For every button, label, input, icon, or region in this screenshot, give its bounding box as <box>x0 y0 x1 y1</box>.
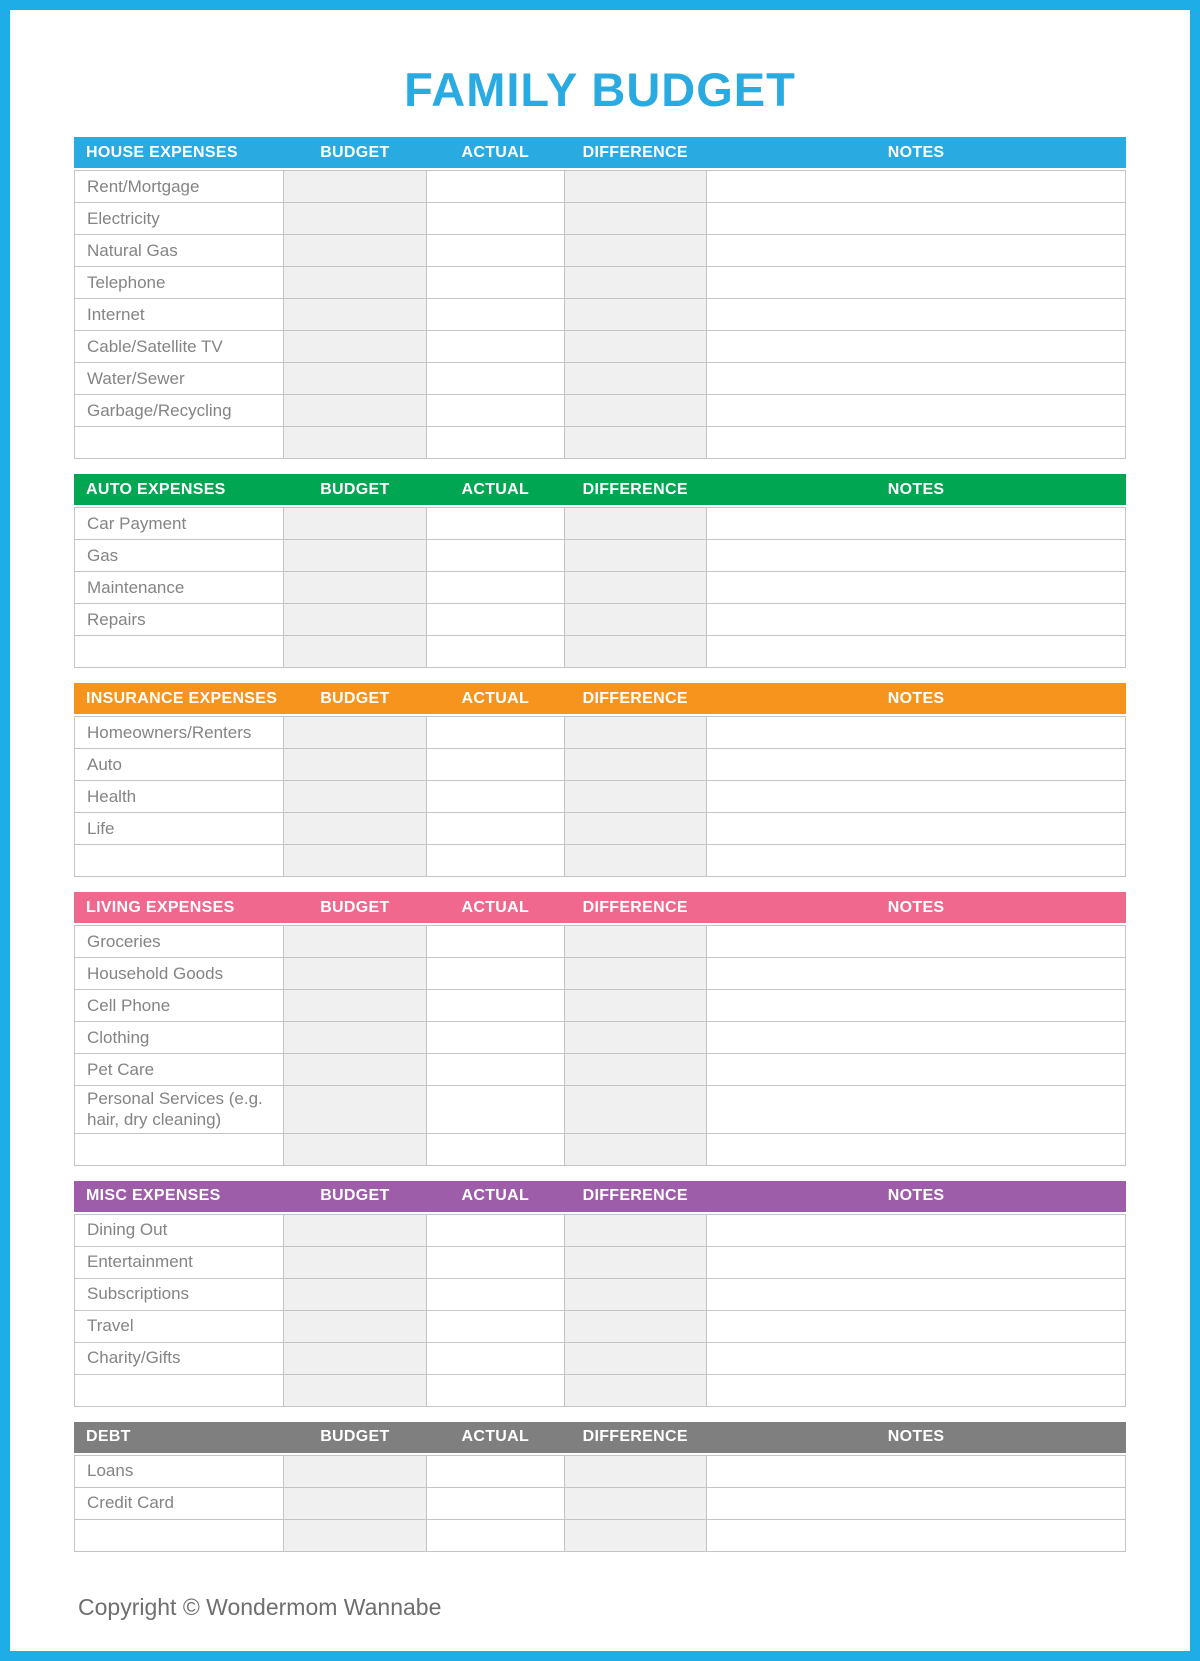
expense-row <box>75 299 1126 331</box>
actual-cell <box>427 331 565 363</box>
expense-table <box>74 716 1126 877</box>
expense-row <box>75 813 1126 845</box>
actual-cell <box>427 1487 565 1519</box>
expense-label-cell: Cell Phone <box>75 990 284 1022</box>
budget-cell <box>284 1246 427 1278</box>
notes-cell <box>706 990 1125 1022</box>
expense-row <box>75 1374 1126 1406</box>
expense-label-cell: Homeowners/Renters <box>75 717 284 749</box>
notes-cell <box>706 813 1125 845</box>
difference-cell <box>564 508 706 540</box>
expense-row <box>75 171 1126 203</box>
column-header-actual: ACTUAL <box>461 1428 530 1445</box>
expense-label-cell: Car Payment <box>75 508 284 540</box>
notes-cell <box>706 958 1125 990</box>
actual-cell <box>427 508 565 540</box>
section-header-bar <box>74 683 1126 714</box>
expense-label-cell: Maintenance <box>75 572 284 604</box>
budget-cell <box>284 331 427 363</box>
budget-cell <box>284 508 427 540</box>
difference-cell <box>564 1278 706 1310</box>
budget-cell <box>284 1022 427 1054</box>
actual-cell <box>427 636 565 668</box>
notes-cell <box>706 636 1125 668</box>
expense-row <box>75 958 1126 990</box>
expense-row <box>75 1214 1126 1246</box>
column-header-actual: ACTUAL <box>461 1187 530 1204</box>
actual-cell <box>427 1133 565 1165</box>
difference-cell <box>564 926 706 958</box>
column-header-actual: ACTUAL <box>461 480 530 498</box>
column-header-budget: BUDGET <box>320 898 390 916</box>
notes-cell <box>706 203 1125 235</box>
expense-label-cell: Personal Services (e.g. hair, dry cleaning) <box>75 1086 284 1134</box>
actual-cell <box>427 1455 565 1487</box>
notes-cell <box>706 845 1125 877</box>
budget-cell <box>284 990 427 1022</box>
budget-cell <box>284 299 427 331</box>
difference-cell <box>564 749 706 781</box>
notes-cell <box>706 572 1125 604</box>
expense-row <box>75 749 1126 781</box>
expense-label-cell: Groceries <box>75 926 284 958</box>
actual-cell <box>427 267 565 299</box>
budget-cell <box>284 235 427 267</box>
budget-cell <box>284 1310 427 1342</box>
column-header-difference: DIFFERENCE <box>582 1428 688 1445</box>
notes-cell <box>706 363 1125 395</box>
budget-cell <box>284 363 427 395</box>
expense-row <box>75 363 1126 395</box>
actual-cell <box>427 203 565 235</box>
expense-label-cell: Subscriptions <box>75 1278 284 1310</box>
difference-cell <box>564 1342 706 1374</box>
expense-section <box>74 474 1126 668</box>
expense-label-cell: Life <box>75 813 284 845</box>
expense-label-cell <box>75 1133 284 1165</box>
column-header-actual: ACTUAL <box>461 143 530 161</box>
budget-cell <box>284 427 427 459</box>
expense-label-cell: Cable/Satellite TV <box>75 331 284 363</box>
difference-cell <box>564 331 706 363</box>
column-header-notes: NOTES <box>887 1428 945 1445</box>
budget-cell <box>284 1487 427 1519</box>
actual-cell <box>427 813 565 845</box>
expense-label-cell <box>75 636 284 668</box>
expense-row <box>75 1054 1126 1086</box>
notes-cell <box>706 604 1125 636</box>
column-header-notes: NOTES <box>887 898 945 916</box>
notes-cell <box>706 1487 1125 1519</box>
budget-cell <box>284 1342 427 1374</box>
actual-cell <box>427 1246 565 1278</box>
section-title: INSURANCE EXPENSES <box>86 689 278 707</box>
expense-row <box>75 427 1126 459</box>
column-header-budget: BUDGET <box>320 480 390 498</box>
budget-cell <box>284 781 427 813</box>
expense-label-cell: Repairs <box>75 604 284 636</box>
difference-cell <box>564 1455 706 1487</box>
difference-cell <box>564 540 706 572</box>
section-title: LIVING EXPENSES <box>86 898 235 916</box>
column-header-notes: NOTES <box>887 143 945 161</box>
budget-cell <box>284 1133 427 1165</box>
section-title: HOUSE EXPENSES <box>86 143 238 161</box>
notes-cell <box>706 540 1125 572</box>
actual-cell <box>427 1086 565 1134</box>
difference-cell <box>564 1214 706 1246</box>
expense-label-cell: Garbage/Recycling <box>75 395 284 427</box>
notes-cell <box>706 1455 1125 1487</box>
expense-label-cell: Charity/Gifts <box>75 1342 284 1374</box>
expense-label-cell: Health <box>75 781 284 813</box>
column-header-notes: NOTES <box>887 1187 945 1204</box>
difference-cell <box>564 845 706 877</box>
expense-section <box>74 1422 1126 1552</box>
difference-cell <box>564 363 706 395</box>
actual-cell <box>427 171 565 203</box>
expense-row <box>75 267 1126 299</box>
budget-cell <box>284 926 427 958</box>
expense-label-cell: Loans <box>75 1455 284 1487</box>
expense-row <box>75 540 1126 572</box>
expense-label-cell: Natural Gas <box>75 235 284 267</box>
notes-cell <box>706 299 1125 331</box>
budget-cell <box>284 572 427 604</box>
expense-table <box>74 925 1126 1166</box>
expense-row <box>75 1342 1126 1374</box>
expense-label-cell: Telephone <box>75 267 284 299</box>
actual-cell <box>427 717 565 749</box>
column-header-difference: DIFFERENCE <box>582 898 688 916</box>
column-header-notes: NOTES <box>887 689 945 707</box>
budget-cell <box>284 540 427 572</box>
budget-cell <box>284 604 427 636</box>
column-header-budget: BUDGET <box>320 689 390 707</box>
difference-cell <box>564 1022 706 1054</box>
difference-cell <box>564 636 706 668</box>
notes-cell <box>706 1519 1125 1551</box>
notes-cell <box>706 1246 1125 1278</box>
notes-cell <box>706 1342 1125 1374</box>
expense-row <box>75 1310 1126 1342</box>
expense-row <box>75 636 1126 668</box>
expense-section <box>74 137 1126 459</box>
budget-cell <box>284 1086 427 1134</box>
difference-cell <box>564 1054 706 1086</box>
budget-cell <box>284 1455 427 1487</box>
notes-cell <box>706 427 1125 459</box>
notes-cell <box>706 267 1125 299</box>
actual-cell <box>427 235 565 267</box>
notes-cell <box>706 1054 1125 1086</box>
expense-label-cell <box>75 1519 284 1551</box>
page-title: FAMILY BUDGET <box>404 63 796 116</box>
difference-cell <box>564 1246 706 1278</box>
actual-cell <box>427 540 565 572</box>
actual-cell <box>427 781 565 813</box>
expense-row <box>75 331 1126 363</box>
expense-table <box>74 1455 1126 1552</box>
section-title: MISC EXPENSES <box>86 1187 221 1204</box>
actual-cell <box>427 427 565 459</box>
expense-row <box>75 395 1126 427</box>
actual-cell <box>427 1278 565 1310</box>
budget-cell <box>284 1519 427 1551</box>
expense-label-cell: Water/Sewer <box>75 363 284 395</box>
column-header-notes: NOTES <box>887 480 945 498</box>
notes-cell <box>706 1214 1125 1246</box>
actual-cell <box>427 1342 565 1374</box>
difference-cell <box>564 299 706 331</box>
expense-row <box>75 572 1126 604</box>
notes-cell <box>706 749 1125 781</box>
actual-cell <box>427 1519 565 1551</box>
expense-row <box>75 926 1126 958</box>
notes-cell <box>706 395 1125 427</box>
column-header-actual: ACTUAL <box>461 689 530 707</box>
budget-cell <box>284 813 427 845</box>
expense-row <box>75 781 1126 813</box>
difference-cell <box>564 604 706 636</box>
expense-label-cell: Household Goods <box>75 958 284 990</box>
budget-cell <box>284 267 427 299</box>
expense-label-cell: Pet Care <box>75 1054 284 1086</box>
section-header-bar <box>74 474 1126 505</box>
difference-cell <box>564 1374 706 1406</box>
difference-cell <box>564 395 706 427</box>
expense-label-cell: Auto <box>75 749 284 781</box>
expense-section <box>74 1181 1126 1407</box>
difference-cell <box>564 813 706 845</box>
notes-cell <box>706 1086 1125 1134</box>
actual-cell <box>427 299 565 331</box>
actual-cell <box>427 926 565 958</box>
section-header-bar <box>74 1181 1126 1212</box>
expense-row <box>75 1086 1126 1134</box>
expense-label-cell: Dining Out <box>75 1214 284 1246</box>
expense-label-cell: Clothing <box>75 1022 284 1054</box>
difference-cell <box>564 203 706 235</box>
expense-row <box>75 203 1126 235</box>
expense-label-cell <box>75 1374 284 1406</box>
difference-cell <box>564 958 706 990</box>
actual-cell <box>427 1374 565 1406</box>
budget-cell <box>284 749 427 781</box>
section-header-bar <box>74 1422 1126 1453</box>
expense-row <box>75 1022 1126 1054</box>
actual-cell <box>427 749 565 781</box>
section-title: DEBT <box>86 1428 131 1445</box>
difference-cell <box>564 717 706 749</box>
budget-cell <box>284 171 427 203</box>
expense-label-cell <box>75 427 284 459</box>
expense-row <box>75 1278 1126 1310</box>
expense-label-cell <box>75 845 284 877</box>
notes-cell <box>706 1133 1125 1165</box>
expense-label-cell: Gas <box>75 540 284 572</box>
notes-cell <box>706 926 1125 958</box>
expense-label-cell: Travel <box>75 1310 284 1342</box>
actual-cell <box>427 990 565 1022</box>
notes-cell <box>706 1374 1125 1406</box>
budget-cell <box>284 203 427 235</box>
notes-cell <box>706 1310 1125 1342</box>
actual-cell <box>427 395 565 427</box>
column-header-actual: ACTUAL <box>461 898 530 916</box>
column-header-budget: BUDGET <box>320 143 390 161</box>
budget-cell <box>284 717 427 749</box>
budget-cell <box>284 1374 427 1406</box>
difference-cell <box>564 1487 706 1519</box>
expense-label-cell: Electricity <box>75 203 284 235</box>
difference-cell <box>564 171 706 203</box>
notes-cell <box>706 508 1125 540</box>
difference-cell <box>564 1310 706 1342</box>
actual-cell <box>427 572 565 604</box>
difference-cell <box>564 267 706 299</box>
expense-label-cell: Credit Card <box>75 1487 284 1519</box>
budget-cell <box>284 395 427 427</box>
notes-cell <box>706 235 1125 267</box>
difference-cell <box>564 990 706 1022</box>
actual-cell <box>427 1022 565 1054</box>
budget-cell <box>284 1054 427 1086</box>
actual-cell <box>427 363 565 395</box>
difference-cell <box>564 572 706 604</box>
budget-cell <box>284 1214 427 1246</box>
notes-cell <box>706 331 1125 363</box>
expense-row <box>75 1246 1126 1278</box>
expense-label-cell: Entertainment <box>75 1246 284 1278</box>
budget-cell <box>284 636 427 668</box>
expense-row <box>75 235 1126 267</box>
difference-cell <box>564 781 706 813</box>
expense-row <box>75 1487 1126 1519</box>
expense-label-cell: Internet <box>75 299 284 331</box>
budget-cell <box>284 958 427 990</box>
difference-cell <box>564 427 706 459</box>
expense-row <box>75 1133 1126 1165</box>
expense-row <box>75 604 1126 636</box>
expense-section <box>74 892 1126 1166</box>
copyright-text: Copyright © Wondermom Wannabe <box>78 1593 442 1620</box>
expense-row <box>75 1455 1126 1487</box>
expense-row <box>75 845 1126 877</box>
notes-cell <box>706 1278 1125 1310</box>
difference-cell <box>564 1086 706 1134</box>
budget-cell <box>284 1278 427 1310</box>
expense-sections <box>74 137 1126 1552</box>
expense-label-cell: Rent/Mortgage <box>75 171 284 203</box>
notes-cell <box>706 717 1125 749</box>
column-header-budget: BUDGET <box>320 1428 390 1445</box>
difference-cell <box>564 1519 706 1551</box>
section-header-bar <box>74 892 1126 923</box>
expense-row <box>75 717 1126 749</box>
expense-row <box>75 990 1126 1022</box>
actual-cell <box>427 604 565 636</box>
difference-cell <box>564 235 706 267</box>
notes-cell <box>706 1022 1125 1054</box>
actual-cell <box>427 845 565 877</box>
column-header-difference: DIFFERENCE <box>582 480 688 498</box>
column-header-difference: DIFFERENCE <box>582 689 688 707</box>
column-header-budget: BUDGET <box>320 1187 390 1204</box>
expense-row <box>75 1519 1126 1551</box>
section-header-bar <box>74 137 1126 168</box>
difference-cell <box>564 1133 706 1165</box>
expense-table <box>74 1214 1126 1407</box>
expense-section <box>74 683 1126 877</box>
column-header-difference: DIFFERENCE <box>582 1187 688 1204</box>
notes-cell <box>706 781 1125 813</box>
actual-cell <box>427 958 565 990</box>
expense-table <box>74 170 1126 459</box>
column-header-difference: DIFFERENCE <box>582 143 688 161</box>
actual-cell <box>427 1310 565 1342</box>
actual-cell <box>427 1214 565 1246</box>
notes-cell <box>706 171 1125 203</box>
expense-table <box>74 507 1126 668</box>
budget-cell <box>284 845 427 877</box>
actual-cell <box>427 1054 565 1086</box>
expense-row <box>75 508 1126 540</box>
section-title: AUTO EXPENSES <box>86 480 226 498</box>
